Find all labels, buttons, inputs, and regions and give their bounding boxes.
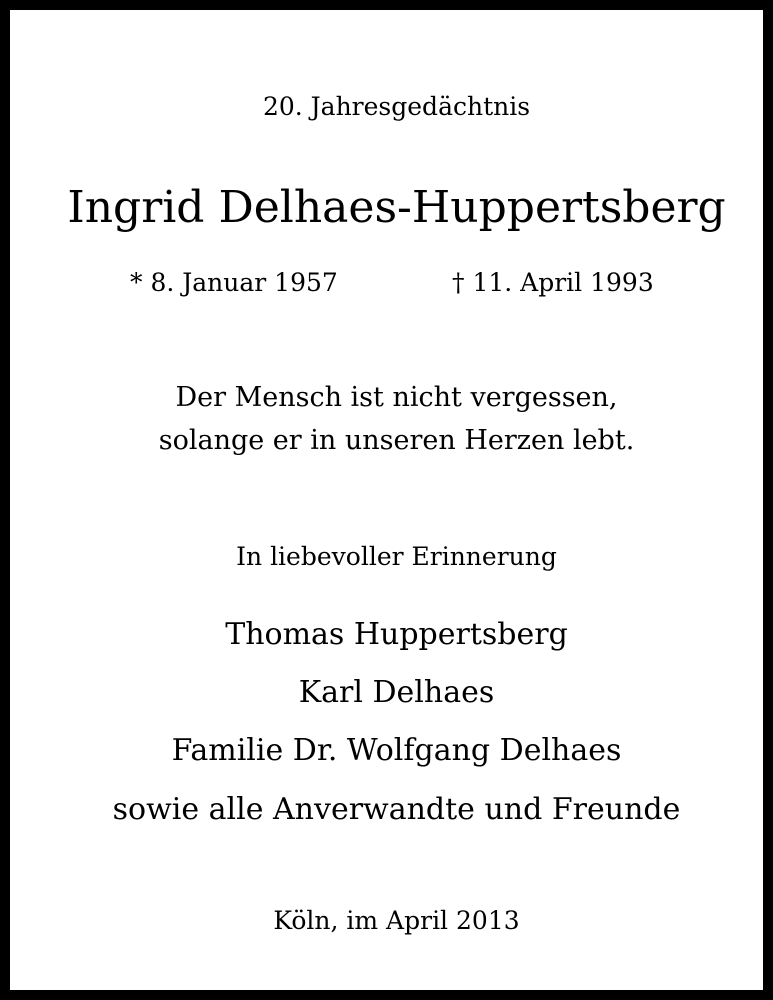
signatory-2: Karl Delhaes (298, 675, 495, 710)
anniversary-heading: 20. Jahresgedächtnis (262, 92, 531, 121)
birth-date: * 8. Januar 1957 (130, 268, 338, 297)
deceased-name: Ingrid Delhaes-Huppertsberg (67, 182, 726, 233)
signatory-1: Thomas Huppertsberg (225, 617, 568, 652)
signatory-4: sowie alle Anverwandte und Freunde (112, 792, 681, 827)
death-date: † 11. April 1993 (452, 268, 654, 297)
memory-line: In liebevoller Erinnerung (236, 542, 557, 571)
quote-line-1: Der Mensch ist nicht vergessen, (175, 382, 618, 413)
place-and-date: Köln, im April 2013 (273, 906, 520, 935)
quote-line-2: solange er in unseren Herzen lebt. (158, 425, 635, 456)
life-dates (10, 268, 773, 308)
signatory-3: Familie Dr. Wolfgang Delhaes (171, 733, 622, 768)
